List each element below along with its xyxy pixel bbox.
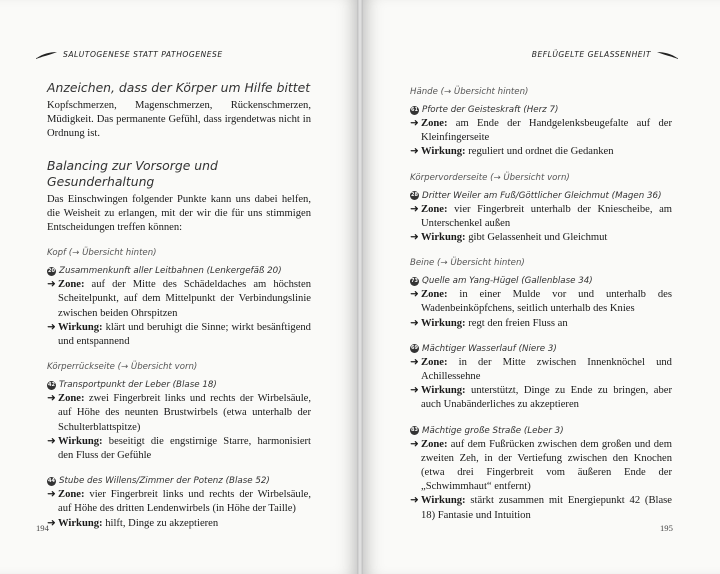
point-number-badge: 73 bbox=[411, 277, 418, 284]
zone-line: ➜ Zone: vier Fingerbreit unterhalb der Kniescheibe, am Unterschenkel außen bbox=[410, 203, 673, 229]
group-label: Beine (→ Übersicht hinten) bbox=[410, 258, 525, 269]
point-number-badge: 69 bbox=[411, 345, 418, 352]
arrow-icon: ➜ bbox=[47, 517, 56, 529]
feather-icon bbox=[36, 51, 58, 59]
section-heading: Balancing zur Vorsorge und Gesunderhaltung bbox=[47, 157, 218, 189]
left-content bbox=[47, 80, 311, 531]
section-heading: Anzeichen, dass der Körper um Hilfe bittet bbox=[47, 80, 311, 95]
point-number-badge: 20 bbox=[48, 267, 55, 274]
feather-icon bbox=[656, 51, 678, 59]
arrow-icon: ➜ bbox=[410, 317, 419, 329]
effect-line: ➜ Wirkung: unterstützt, Dinge zu Ende zu bringen, aber auch Unabänderliches zu akzeptieren bbox=[410, 385, 672, 411]
point-title: Mächtige große Straße (Leber 3) bbox=[422, 425, 564, 436]
point-title: Stube des Willens/Zimmer der Potenz (Blase 52) bbox=[59, 476, 270, 487]
point-entry bbox=[410, 424, 672, 523]
arrow-icon: ➜ bbox=[410, 385, 419, 397]
zone-line: ➜ Zone: in der Mitte zwischen Innenknöchel und Achillessehne bbox=[410, 356, 672, 383]
arrow-icon: ➜ bbox=[410, 495, 419, 507]
point-entry bbox=[410, 342, 672, 413]
page-number: 194 bbox=[36, 523, 49, 533]
point-entry bbox=[410, 103, 672, 160]
effect-line: ➜ Wirkung: klärt und beruhigt die Sinne; wirkt besänftigend und entspannend bbox=[47, 321, 311, 348]
point-number-badge: 44 bbox=[48, 477, 55, 484]
arrow-icon: ➜ bbox=[410, 118, 419, 129]
point-title: Mächtiger Wasserlauf (Niere 3) bbox=[422, 343, 557, 354]
arrow-icon: ➜ bbox=[410, 146, 419, 158]
arrow-icon: ➜ bbox=[410, 356, 419, 368]
point-entry bbox=[47, 378, 311, 463]
arrow-icon: ➜ bbox=[410, 232, 419, 244]
arrow-icon: ➜ bbox=[47, 321, 56, 333]
arrow-icon: ➜ bbox=[410, 289, 419, 301]
point-entry bbox=[47, 264, 311, 349]
point-title: Zusammenkunft aller Leitbahnen (Lenkergefäß 20) bbox=[59, 266, 282, 277]
zone-line: ➜ Zone: auf dem Fußrücken zwischen dem großen und dem zweiten Zeh, in der Vertiefung zwischen den Knochen (etwa drei Fingerbreit vom äußeren Ende der „Schwimmhaut“ entfernt) bbox=[410, 438, 672, 493]
arrow-icon: ➜ bbox=[47, 435, 56, 447]
running-header-right bbox=[532, 50, 678, 59]
left-page bbox=[0, 0, 357, 574]
point-number-badge: 28 bbox=[411, 192, 418, 199]
effect-line: ➜ Wirkung: regt den freien Fluss an bbox=[410, 317, 672, 331]
point-title: Quelle am Yang-Hügel (Gallenblase 34) bbox=[422, 276, 593, 287]
header-title: SALUTOGENESE STATT PATHOGENESE bbox=[63, 50, 223, 59]
arrow-icon: ➜ bbox=[410, 438, 419, 450]
header-title: BEFLÜGELTE GELASSENHEIT bbox=[531, 50, 651, 59]
section-text: Das Einschwingen folgender Punkte kann uns dabei helfen, die Weisheit zu erlangen, mit der wir die für uns stimmigen Entscheidungen treffen können: bbox=[47, 193, 311, 234]
effect-line: ➜ Wirkung: reguliert und ordnet die Gedanken bbox=[410, 145, 672, 159]
point-entry bbox=[410, 189, 672, 246]
arrow-icon: ➜ bbox=[47, 279, 56, 291]
point-title: Pforte der Geisteskraft (Herz 7) bbox=[422, 105, 559, 115]
point-entry bbox=[410, 274, 672, 331]
point-title: Transportpunkt der Leber (Blase 18) bbox=[59, 380, 217, 391]
zone-line: ➜ Zone: in einer Mulde vor und unterhalb des Wadenbeinköpfchens, seitlich unterhalb des Knies bbox=[410, 289, 672, 315]
group-label: Körpervorderseite (→ Übersicht vorn) bbox=[410, 172, 570, 183]
effect-line: ➜ Wirkung: gibt Gelassenheit und Gleichmut bbox=[410, 231, 672, 245]
point-entry bbox=[47, 474, 311, 531]
effect-line: ➜ Wirkung: beseitigt die engstirnige Starre, harmonisiert den Fluss der Gefühle bbox=[47, 435, 311, 462]
group-label: Hände (→ Übersicht hinten) bbox=[410, 87, 529, 97]
running-header-left bbox=[36, 50, 223, 59]
group-label: Körperrückseite (→ Übersicht vorn) bbox=[47, 362, 198, 373]
group-label: Kopf (→ Übersicht hinten) bbox=[47, 248, 157, 259]
point-number-badge: 83 bbox=[411, 427, 418, 434]
right-content bbox=[410, 85, 672, 523]
point-title: Dritter Weiler am Fuß/Göttlicher Gleichmut (Magen 36) bbox=[422, 190, 662, 201]
arrow-icon: ➜ bbox=[410, 203, 419, 215]
arrow-icon: ➜ bbox=[47, 489, 56, 501]
effect-line: ➜ Wirkung: hilft, Dinge zu akzeptieren bbox=[47, 517, 311, 531]
page-number: 195 bbox=[660, 523, 673, 533]
zone-line: ➜ Zone: zwei Fingerbreit links und rechts der Wirbelsäule, auf Höhe des neunten Brustwirbels (etwa unterhalb der Schulterblattspitze) bbox=[47, 393, 311, 433]
zone-line: ➜ Zone: vier Fingerbreit links und rechts der Wirbelsäule, auf Höhe des dritten Lendenwirbels (in Höhe der Taille) bbox=[47, 489, 311, 515]
point-number-badge: 42 bbox=[48, 381, 55, 388]
section-text: Kopfschmerzen, Magenschmerzen, Rückenschmerzen, Müdigkeit. Das permanente Gefühl, dass irgendetwas nicht in Ordnung ist. bbox=[47, 100, 311, 140]
point-number-badge: 61 bbox=[411, 106, 418, 113]
zone-line: ➜ Zone: auf der Mitte des Schädeldaches am höchsten Scheitelpunkt, auf dem Mittelpunkt der Verbindungslinie zwischen beiden Ohrspitzen bbox=[47, 279, 311, 319]
zone-line: ➜ Zone: am Ende der Handgelenksbeugefalte auf der Kleinfingerseite bbox=[410, 118, 673, 144]
effect-line: ➜ Wirkung: stärkt zusammen mit Energiepunkt 42 (Blase 18) Fantasie und Intuition bbox=[410, 495, 672, 521]
arrow-icon: ➜ bbox=[47, 393, 56, 405]
